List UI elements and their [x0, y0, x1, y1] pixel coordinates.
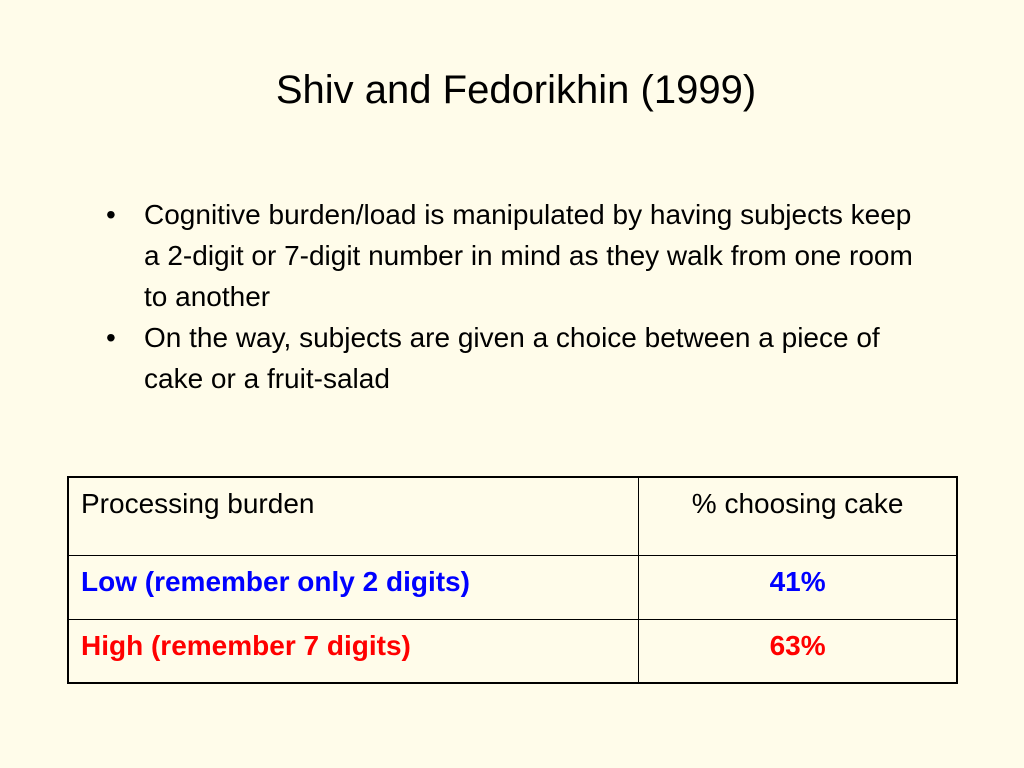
bullet-marker: •	[106, 322, 116, 353]
bullet-list	[100, 194, 930, 399]
high-burden-percent: 63%	[639, 619, 957, 683]
bullet-item	[100, 194, 930, 317]
low-burden-percent: 41%	[639, 555, 957, 619]
table-header-row	[68, 477, 957, 555]
bullet-item	[100, 317, 930, 399]
high-burden-label: High (remember 7 digits)	[68, 619, 639, 683]
bullet-text: Cognitive burden/load is manipulated by having subjects keep a 2-digit or 7-digit number in mind as they walk from one room to another	[144, 199, 913, 312]
bullet-marker: •	[106, 199, 116, 230]
table-row-high	[68, 619, 957, 683]
header-processing-burden: Processing burden	[68, 477, 639, 555]
bullet-text: On the way, subjects are given a choice between a piece of cake or a fruit-salad	[144, 322, 880, 394]
results-table	[67, 476, 958, 684]
slide-title: Shiv and Fedorikhin (1999)	[275, 68, 757, 112]
header-percent-choosing-cake: % choosing cake	[639, 477, 957, 555]
table-row-low	[68, 555, 957, 619]
low-burden-label: Low (remember only 2 digits)	[68, 555, 639, 619]
